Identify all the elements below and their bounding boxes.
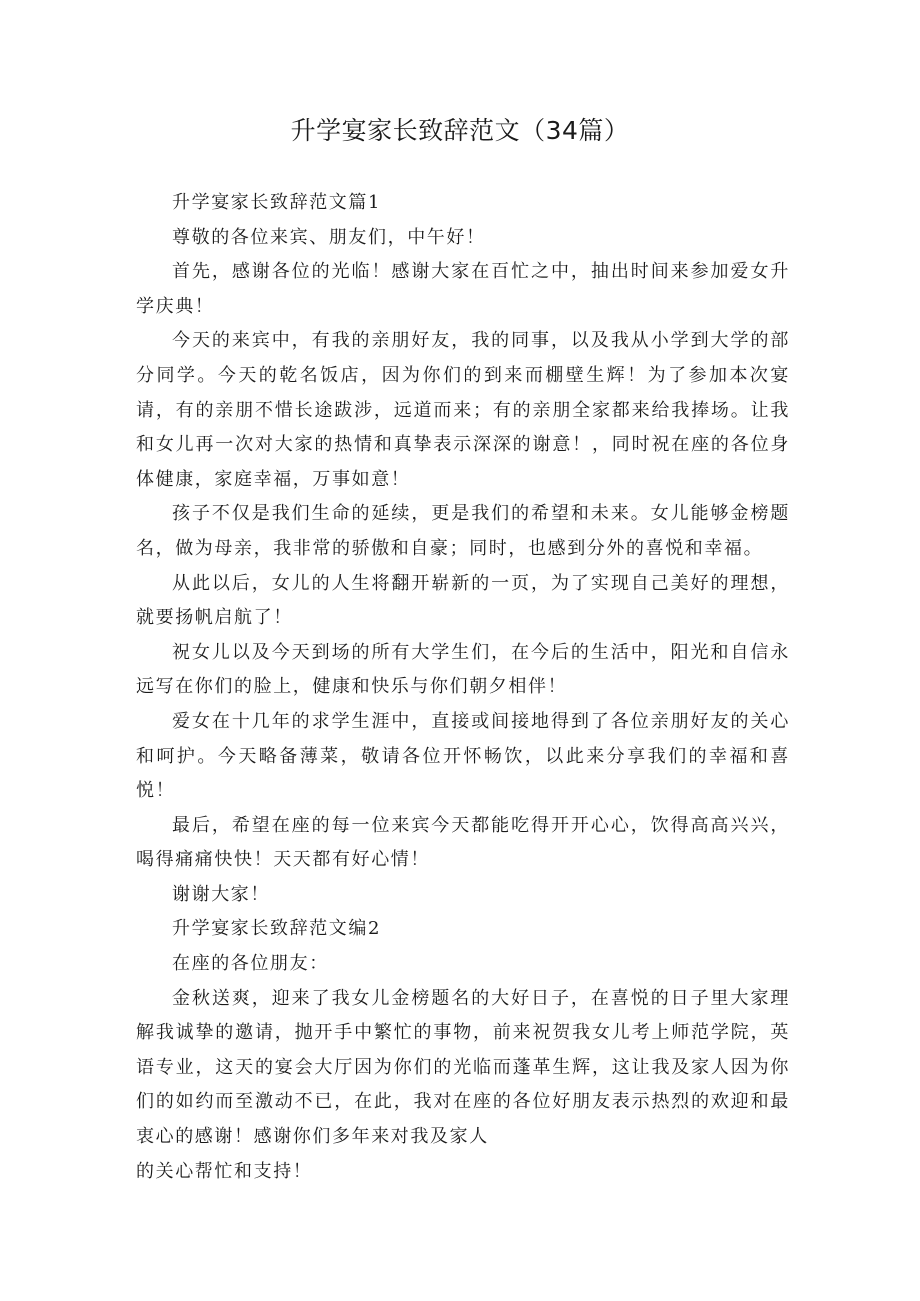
paragraph: 孩子不仅是我们生命的延续，更是我们的希望和未来。女儿能够金榜题名，做为母亲，我非常的骄傲和自豪；同时，也感到分外的喜悦和幸福。 xyxy=(136,503,790,559)
section-heading-1: 升学宴家长致辞范文篇1 xyxy=(172,192,382,213)
paragraph: 祝女儿以及今天到场的所有大学生们，在今后的生活中，阳光和自信永远写在你们的脸上，健康和快乐与你们朝夕相伴！ xyxy=(136,641,790,698)
paragraph: 爱女在十几年的求学生涯中，直接或间接地得到了各位亲朋好友的关心和呵护。今天略备薄菜，敬请各位开怀畅饮，以此来分享我们的幸福和喜悦！ xyxy=(136,710,790,802)
closing-thanks: 谢谢大家！ xyxy=(172,883,270,905)
paragraph: 从此以后，女儿的人生将翻开崭新的一页，为了实现自己美好的理想，就要扬帆启航了！ xyxy=(136,572,790,629)
greeting: 在座的各位朋友： xyxy=(172,953,329,975)
paragraph: 首先，感谢各位的光临！感谢大家在百忙之中，抽出时间来参加爱女升学庆典！ xyxy=(136,261,790,317)
document-body xyxy=(136,186,790,1189)
document-title: 升学宴家长致辞范文（34篇） xyxy=(290,116,630,145)
paragraph: 金秋送爽，迎来了我女儿金榜题名的大好日子，在喜悦的日子里大家理解我诚挚的邀请，抛开手中繁忙的事物，前来祝贺我女儿考上师范学院，英语专业，这天的宴会大厅因为你们的光临而蓬革生辉，这让我及家人因为你们的如约而至激动不已，在此，我对在座的各位好朋友表示热烈的欢迎和最衷心的感谢！感谢你们多年来对我及家人 xyxy=(136,987,790,1148)
paragraph: 今天的来宾中，有我的亲朋好友，我的同事，以及我从小学到大学的部分同学。今天的乾名饭店，因为你们的到来而棚壁生辉！为了参加本次宴请，有的亲朋不惜长途跋涉，远道而来；有的亲朋全家都来给我捧场。让我和女儿再一次对大家的热情和真挚表示深深的谢意！，同时祝在座的各位身体健康，家庭幸福，万事如意！ xyxy=(136,330,790,490)
section-heading-2: 升学宴家长致辞范文编2 xyxy=(172,918,382,940)
paragraph: 最后，希望在座的每一位来宾今天都能吃得开开心心，饮得高高兴兴，喝得痛痛快快！天天都有好心情！ xyxy=(136,814,790,871)
paragraph-continuation: 的关心帮忙和支持！ xyxy=(136,1160,313,1182)
greeting: 尊敬的各位来宾、朋友们，中午好！ xyxy=(172,226,486,248)
